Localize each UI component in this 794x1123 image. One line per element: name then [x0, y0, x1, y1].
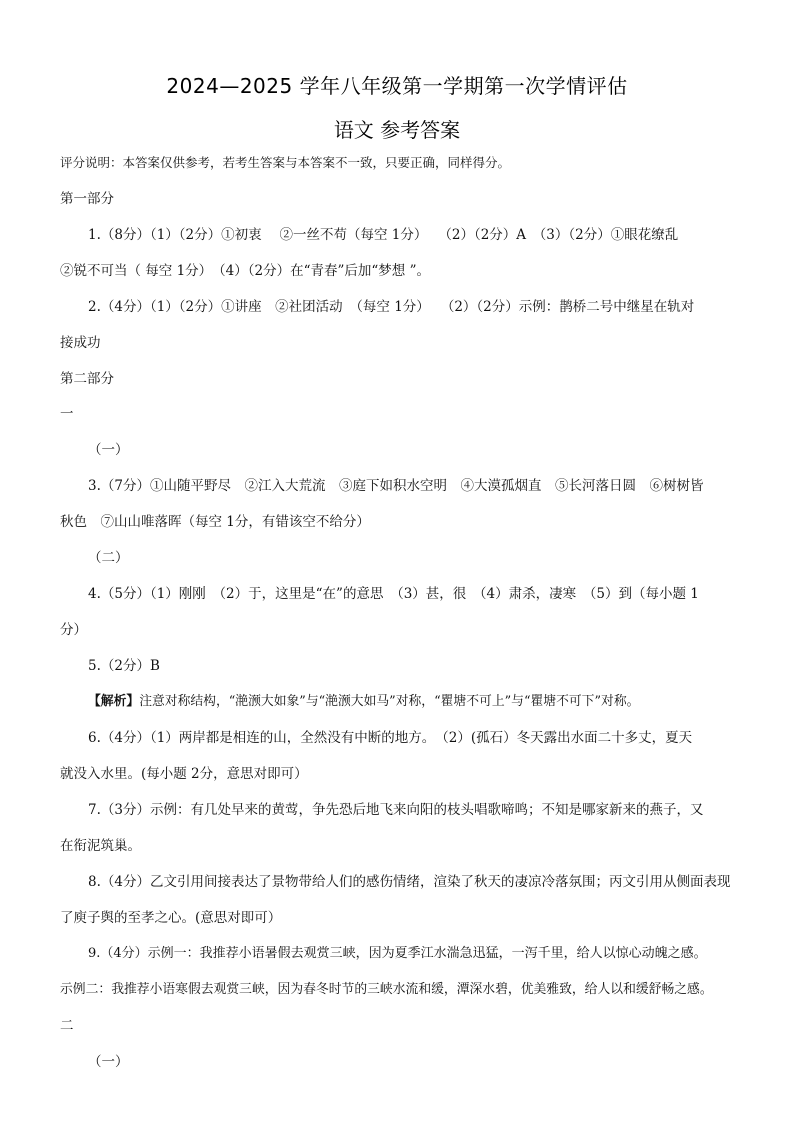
- answer-q2-line1: 2.（4分）（1）（2分）①讲座 ②社团活动 （每空 1分） （2）（2分）示例：鹊桥二号中继星在轨对: [88, 299, 695, 315]
- answer-q9-line2: 示例二：我推荐小语寒假去观赏三峡，因为春冬时节的三峡水流和缓，潭深水碧，优美雅致，给人以和缓舒畅之感。: [60, 982, 713, 997]
- section-one: 一: [60, 406, 74, 422]
- answer-subtitle: 语文 参考答案: [333, 118, 461, 142]
- exam-title: 2024—2025 学年八年级第一学期第一次学情评估: [166, 74, 628, 98]
- answer-q6-line1: 6.（4分）（1）两岸都是相连的山，全然没有中断的地方。 （2）(孤石）冬天露出水面二十多丈，夏天: [88, 730, 693, 746]
- section-part2: 第二部分: [60, 371, 114, 387]
- section-part1: 第一部分: [60, 191, 114, 207]
- answer-q5: 5.（2分）B: [88, 658, 160, 674]
- answer-q8-line2: 了庾子舆的至孝之心。(意思对即可）: [60, 910, 282, 926]
- section-two: 二: [60, 1018, 74, 1034]
- explanation-label: 【解析】: [88, 694, 140, 709]
- answer-q3-line2: 秋色 ⑦山山唯落晖（每空 1分，有错该空不给分）: [60, 514, 370, 530]
- answer-q1-line2: ②锐不可当（ 每空 1分） （4）（2分）在“青春”后加“梦想 ”。: [60, 263, 430, 279]
- answer-q4-line2: 分）: [60, 622, 87, 638]
- subsection-3: （一）: [88, 1054, 129, 1070]
- subsection-1: （一）: [88, 442, 129, 458]
- answer-q3-line1: 3.（7分）①山随平野尽 ②江入大荒流 ③庭下如积水空明 ④大漠孤烟直 ⑤长河落日圆 ⑥树树皆: [88, 478, 704, 494]
- subsection-2: （二）: [88, 550, 129, 566]
- scoring-note: 评分说明：本答案仅供参考，若考生答案与本答案不一致，只要正确，同样得分。: [60, 155, 511, 170]
- answer-q9-line1: 9.（4分）示例一：我推荐小语暑假去观赏三峡，因为夏季江水湍急迅猛，一泻千里，给人以惊心动魄之感。: [88, 946, 707, 961]
- answer-q5-explanation: [88, 693, 778, 711]
- answer-q2-line2: 接成功: [60, 335, 101, 351]
- answer-q7-line2: 在衔泥筑巢。: [60, 838, 141, 854]
- explanation-text: 注意对称结构，“滟滪大如象”与“滟滪大如马”对称，“瞿塘不可上”与“瞿塘不可下”对称。: [139, 694, 640, 709]
- answer-q7-line1: 7.（3分）示例：有几处早来的黄莺，争先恐后地飞来向阳的枝头唱歌啼鸣；不知是哪家新来的燕子，又: [88, 802, 704, 818]
- answer-q1-line1: 1.（8分）（1）（2分）①初衷 ②一丝不苟（每空 1分） （2）（2分）A （3）（2分）①眼花缭乱: [88, 227, 679, 243]
- answer-q8-line1: 8.（4分）乙文引用间接表达了景物带给人们的感伤情绪，渲染了秋天的凄凉冷落氛围；丙文引用从侧面表现: [88, 874, 731, 890]
- answer-q6-line2: 就没入水里。(每小题 2分，意思对即可）: [60, 766, 308, 782]
- answer-q4-line1: 4.（5分）（1）刚刚 （2）于，这里是“在”的意思 （3）甚，很 （4）肃杀，凄寒 （5）到（每小题 1: [88, 586, 699, 602]
